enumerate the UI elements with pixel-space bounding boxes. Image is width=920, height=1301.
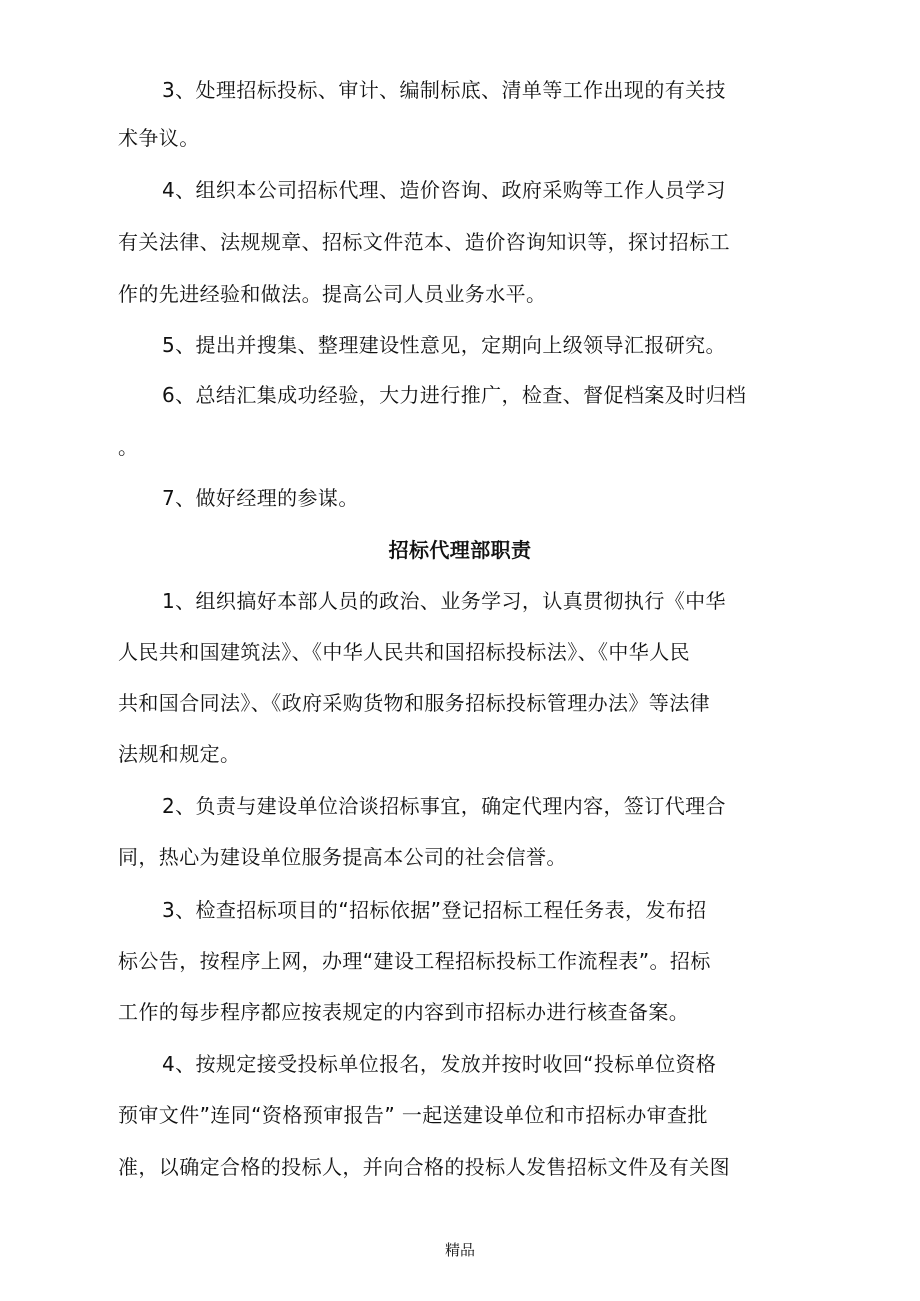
page-footer-label: 精品 [444,1241,475,1259]
duty-3-line-2: 标公告，按程序上网，办理“建设工程招标投标工作流程表”。招标 [118,949,711,973]
duty-3-line-1: 3、检查招标项目的“招标依据”登记招标工程任务表，发布招 [162,898,707,922]
duty-1-line-4: 法规和规定。 [118,742,241,766]
duty-1-line-2: 人民共和国建筑法》、《中华人民共和国招标投标法》、《中华人民 [118,640,690,664]
duty-4-line-2: 预审文件”连同“资格预审报告” 一起送建设单位和市招标办审查批 [118,1103,708,1127]
duty-3-line-3: 工作的每步程序都应按表规定的内容到市招标办进行核查备案。 [118,1000,690,1024]
duty-2-line-1: 2、负责与建设单位洽谈招标事宜，确定代理内容，签订代理合 [162,794,726,818]
paragraph-3-line-1: 3、处理招标投标、审计、编制标底、清单等工作出现的有关技 [162,78,726,102]
paragraph-4-line-1: 4、组织本公司招标代理、造价咨询、政府采购等工作人员学习 [162,178,726,202]
paragraph-6-line-1: 6、总结汇集成功经验，大力进行推广，检查、督促档案及时归档 [162,383,747,407]
duty-4-line-3: 准，以确定合格的投标人，并向合格的投标人发售招标文件及有关图 [118,1155,730,1179]
section-heading: 招标代理部职责 [388,538,532,562]
paragraph-7-line-1: 7、做好经理的参谋。 [162,486,359,510]
paragraph-4-line-2: 有关法律、法规规章、招标文件范本、造价咨询知识等，探讨招标工 [118,230,730,254]
duty-1-line-3: 共和国合同法》、《政府采购货物和服务招标投标管理办法》等法律 [118,691,710,715]
paragraph-3-line-2: 术争议。 [118,126,200,150]
duty-2-line-2: 同，热心为建设单位服务提高本公司的社会信誉。 [118,845,567,869]
paragraph-6-line-2: 。 [118,435,139,459]
paragraph-4-line-3: 作的先进经验和做法。提高公司人员业务水平。 [118,282,547,306]
paragraph-5-line-1: 5、提出并搜集、整理建设性意见，定期向上级领导汇报研究。 [162,333,726,357]
duty-4-line-1: 4、按规定接受投标单位报名，发放并按时收回“投标单位资格 [162,1052,717,1076]
duty-1-line-1: 1、组织搞好本部人员的政治、业务学习，认真贯彻执行《中华 [162,589,726,613]
